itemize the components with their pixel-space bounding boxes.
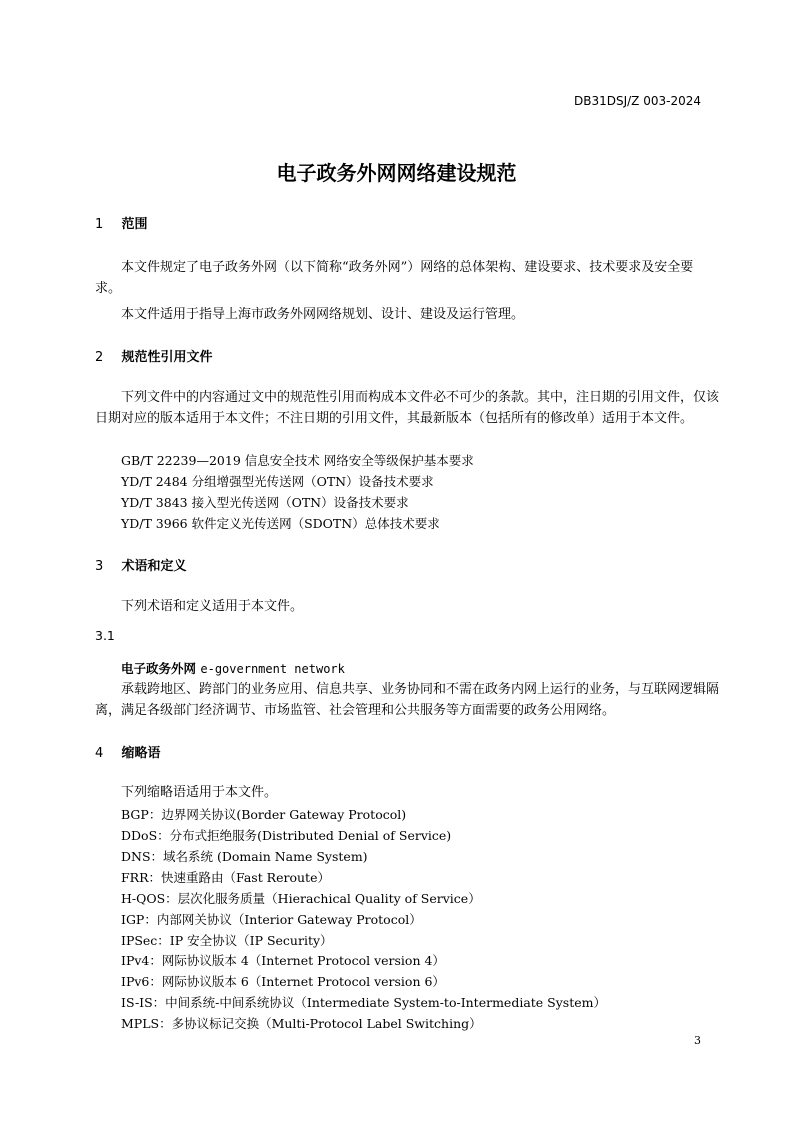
- term-english: e-government network: [200, 662, 345, 676]
- term-chinese: 电子政务外网: [121, 661, 197, 676]
- abbreviation-item: IGP：内部网关协议（Interior Gateway Protocol）: [121, 912, 422, 927]
- section-4-heading: [95, 742, 161, 761]
- abbreviation-item: DDoS：分布式拒绝服务(Distributed Denial of Service): [121, 828, 452, 843]
- scope-paragraph-1: 本文件规定了电子政务外网（以下简称“政务外网”）网络的总体架构、建设要求、技术要求及安全要求。: [95, 260, 694, 296]
- reference-item: YD/T 3843 接入型光传送网（OTN）设备技术要求: [121, 495, 409, 510]
- reference-item: YD/T 3966 软件定义光传送网（SDOTN）总体技术要求: [121, 516, 440, 531]
- abbreviation-item: DNS：域名系统 (Domain Name System): [121, 849, 368, 864]
- section-2-heading: [95, 346, 213, 365]
- abbreviation-item: MPLS：多协议标记交换（Multi-Protocol Label Switching）: [121, 1016, 482, 1031]
- terms-intro: 下列术语和定义适用于本文件。: [121, 599, 304, 614]
- abbreviation-item: IPv4：网际协议版本 4（Internet Protocol version 4）: [121, 953, 445, 968]
- section-number: 2: [95, 350, 104, 365]
- scope-paragraph-2: 本文件适用于指导上海市政务外网网络规划、设计、建设及运行管理。: [121, 307, 525, 322]
- term-number: 3.1: [95, 628, 115, 643]
- reference-item: YD/T 2484 分组增强型光传送网（OTN）设备技术要求: [121, 474, 434, 489]
- section-title: 缩略语: [121, 746, 161, 761]
- section-1-heading: [95, 213, 148, 232]
- reference-item: GB/T 22239—2019 信息安全技术 网络安全等级保护基本要求: [121, 453, 474, 468]
- abbreviation-item: BGP：边界网关协议(Border Gateway Protocol): [121, 807, 407, 822]
- term-heading: [121, 659, 345, 677]
- references-paragraph: 下列文件中的内容通过文中的规范性引用而构成本文件必不可少的条款。其中，注日期的引用文件，仅该日期对应的版本适用于本文件；不注日期的引用文件，其最新版本（包括所有的修改单）适用于本文件。: [95, 390, 720, 426]
- document-code: DB31DSJ/Z 003-2024: [574, 94, 701, 108]
- section-title: 规范性引用文件: [121, 350, 213, 365]
- section-number: 3: [95, 559, 104, 574]
- abbreviations-intro: 下列缩略语适用于本文件。: [121, 785, 278, 800]
- abbreviation-item: IPv6：网际协议版本 6（Internet Protocol version 6）: [121, 974, 445, 989]
- section-number: 4: [95, 746, 104, 761]
- section-title: 范围: [121, 217, 148, 232]
- abbreviation-item: H-QOS：层次化服务质量（Hierachical Quality of Service）: [121, 891, 481, 906]
- abbreviation-item: IPSec：IP 安全协议（IP Security）: [121, 933, 333, 948]
- term-definition: 承载跨地区、跨部门的业务应用、信息共享、业务协同和不需在政务内网上运行的业务，与互联网逻辑隔离，满足各级部门经济调节、市场监管、社会管理和公共服务等方面需要的政务公用网络。: [95, 682, 720, 718]
- page-number: 3: [694, 1034, 701, 1047]
- section-3-heading: [95, 555, 187, 574]
- document-title: 电子政务外网网络建设规范: [276, 161, 517, 185]
- abbreviation-item: IS-IS：中间系统-中间系统协议（Intermediate System-to-Intermediate System）: [121, 995, 606, 1010]
- section-number: 1: [95, 217, 104, 232]
- section-title: 术语和定义: [121, 559, 187, 574]
- abbreviation-item: FRR：快速重路由（Fast Reroute）: [121, 870, 330, 885]
